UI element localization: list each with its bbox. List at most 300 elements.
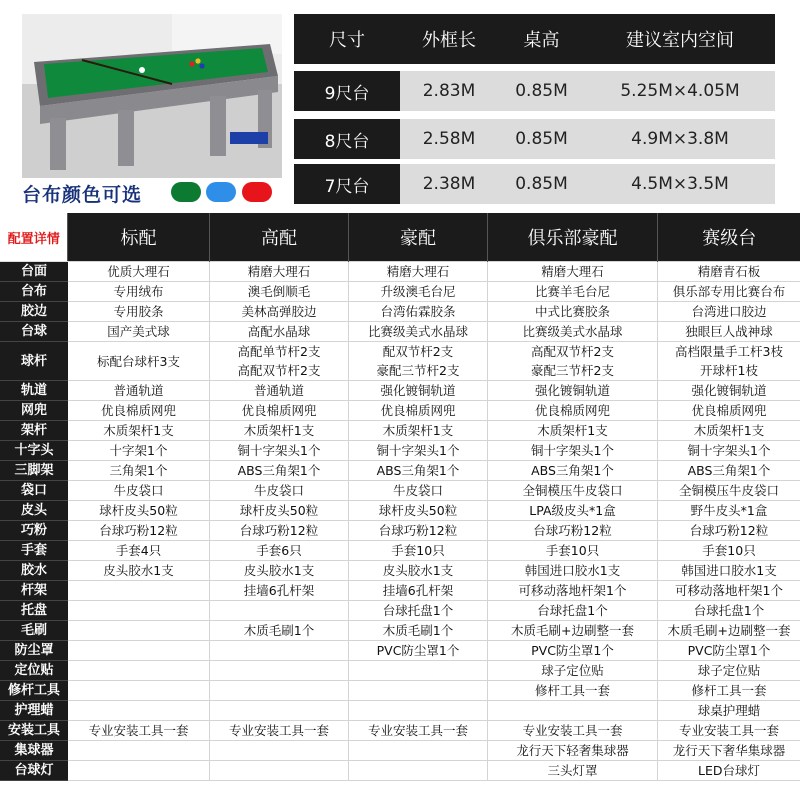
config-cell-text: ABS三角架1个 [531,463,614,478]
config-cell [349,381,488,401]
config-cell-text: 高配双节杆2支 [531,344,614,359]
config-cell [658,721,800,741]
size-row-7ft [294,164,775,204]
config-cell [68,621,210,641]
config-cell-text: 皮头胶水1支 [382,563,454,578]
config-cell-text: 手套10只 [545,543,600,558]
config-cell [210,381,349,401]
config-row [1,441,800,461]
size-height: 0.85M [498,119,585,159]
config-cell [349,521,488,541]
config-cell [349,721,488,741]
config-cell-text: 优良棉质网兜 [241,403,317,418]
billiard-table-photo [22,14,282,178]
config-cell-text: PVC防尘罩1个 [531,643,614,658]
config-cell [210,282,349,302]
config-cell-text: 专用胶条 [113,304,164,319]
config-cell-text: 普通轨道 [113,383,164,398]
config-row-label: 袋口 [1,481,68,501]
config-cell-text: 台球巧粉12粒 [239,523,319,538]
config-cell [349,481,488,501]
config-cell-text: 木质架杆1支 [243,423,315,438]
config-cell [210,581,349,601]
config-cell [349,561,488,581]
config-cell-text: 修杆工具一套 [534,683,610,698]
config-row [1,421,800,441]
size-length: 2.38M [400,164,498,204]
config-cell-text: 牛皮袋口 [392,483,443,498]
config-cell [210,601,349,621]
config-cell [210,681,349,701]
config-cell [68,701,210,721]
config-cell [488,481,658,501]
config-cell-text: 挂墙6孔杆架 [382,583,454,598]
config-cell [68,741,210,761]
config-cell-text: 豪配三节杆2支 [531,363,614,378]
config-cell-text: 球桌护理蜡 [697,703,761,718]
config-col-tournament: 赛级台 [658,213,800,262]
config-row [1,661,800,681]
config-cell-text: 球杆皮头50粒 [378,503,458,518]
config-cell [488,741,658,761]
config-cell-text: 牛皮袋口 [253,483,304,498]
config-cell [349,441,488,461]
config-cell-text: 高配水晶球 [247,324,311,339]
config-cell-text: 专业安装工具一套 [228,723,329,738]
config-row [1,541,800,561]
size-header-length: 外框长 [422,30,476,51]
size-header-room: 建议室内空间 [626,30,734,51]
config-header-row [1,213,800,262]
config-row-label: 十字头 [1,441,68,461]
config-cell-text: 普通轨道 [253,383,304,398]
config-cell [68,441,210,461]
config-cell-text: 开球杆1枝 [700,363,758,378]
size-length: 2.58M [400,119,498,159]
config-cell [488,342,658,381]
config-cell [210,621,349,641]
config-cell [68,641,210,661]
config-row [1,721,800,741]
config-cell [68,721,210,741]
config-row [1,641,800,661]
config-cell [488,641,658,661]
config-cell-text: 三头灯罩 [547,763,598,778]
config-cell-text: 木质架杆1支 [103,423,174,438]
config-cell [349,701,488,721]
config-cell [488,761,658,781]
config-cell-text: 球杆皮头50粒 [99,503,178,518]
config-cell [488,401,658,421]
config-cell-text: 手套10只 [391,543,445,558]
config-row [1,761,800,781]
config-cell [210,461,349,481]
config-cell-text: 优良棉质网兜 [534,403,610,418]
config-cell [349,641,488,661]
config-cell [68,541,210,561]
config-cell-text: 高配单节杆2支 [237,344,321,359]
blue-color-swatch[interactable] [206,182,236,202]
size-room: 5.25M×4.05M [585,71,775,111]
config-cell-text: PVC防尘罩1个 [687,643,771,658]
config-table [0,213,800,781]
config-row [1,601,800,621]
config-row [1,322,800,342]
config-cell [210,322,349,342]
config-cell [658,501,800,521]
config-row [1,401,800,421]
config-cell-text: 标配台球杆3支 [97,353,180,369]
size-header-size: 尺寸 [329,30,365,51]
config-cell-text: 升级澳毛台尼 [380,284,456,299]
config-cell-text: 俱乐部专用比赛台布 [672,284,786,299]
config-row-label: 胶水 [1,561,68,581]
config-cell [68,601,210,621]
config-cell-text: 可移动落地杆架1个 [518,583,627,598]
config-cell [658,641,800,661]
config-cell-text: 挂墙6孔杆架 [243,583,315,598]
config-cell [349,501,488,521]
config-cell [210,501,349,521]
config-row-label: 轨道 [1,381,68,401]
config-row-label: 托盘 [1,601,68,621]
config-cell-text: 优良棉质网兜 [691,403,767,418]
config-cell [658,661,800,681]
config-cell-text: 皮头胶水1支 [103,563,174,578]
config-cell [349,761,488,781]
config-cell [658,741,800,761]
config-cell-text: 全铜模压牛皮袋口 [678,483,779,498]
config-cell-text: 台球巧粉12粒 [99,523,178,538]
config-cell [658,322,800,342]
size-length: 2.83M [400,71,498,111]
config-cell-text: 木质毛刷+边刷整一套 [667,623,791,638]
config-cell-text: 优良棉质网兜 [100,403,176,418]
config-cell-text: 可移动落地杆架1个 [675,583,783,598]
config-cell [658,561,800,581]
size-room: 4.9M×3.8M [585,119,775,159]
config-cell [68,481,210,501]
config-cell-text: 台球托盘1个 [382,603,454,618]
config-cell-text: 强化镀铜轨道 [534,383,610,398]
size-header-height: 桌高 [523,30,560,51]
config-cell [488,541,658,561]
config-cell [488,561,658,581]
size-row-9ft [294,71,775,111]
config-cell-text: ABS三角架1个 [237,463,321,478]
config-cell [488,601,658,621]
config-cell [68,461,210,481]
config-cell-text: 高档限量手工杆3枝 [675,344,783,359]
config-cell-text: 台球托盘1个 [537,603,608,618]
config-cell-text: 精磨大理石 [386,264,450,279]
config-cell-text: 台球巧粉12粒 [689,523,769,538]
config-cell-text: 比赛羊毛台尼 [534,284,610,299]
config-cell-text: 铜十字架头1个 [237,443,321,458]
config-row-label: 球杆 [1,342,68,381]
config-cell [68,521,210,541]
config-cell-text: 优质大理石 [107,264,170,279]
config-cell [488,322,658,342]
config-cell [488,621,658,641]
config-row-label: 胶边 [1,302,68,322]
config-cell-text: 手套6只 [256,543,302,558]
config-cell [658,621,800,641]
config-cell [210,661,349,681]
config-cell-text: 龙行天下奢华集球器 [672,743,786,758]
config-cell-text: 球杆皮头50粒 [239,503,319,518]
config-cell [658,521,800,541]
config-row-label: 安装工具 [1,721,68,741]
config-cell [349,322,488,342]
config-cell-text: 手套4只 [115,543,162,558]
config-cell [349,461,488,481]
config-cell [68,401,210,421]
config-cell [488,461,658,481]
red-color-swatch[interactable] [242,182,272,202]
config-cell [658,681,800,701]
size-room: 4.5M×3.5M [585,164,775,204]
config-cell [658,282,800,302]
config-cell [488,282,658,302]
config-cell-text: 手套10只 [702,543,756,558]
config-cell [658,342,800,381]
config-cell [658,461,800,481]
config-cell-text: 专业安装工具一套 [522,723,623,738]
config-cell [68,381,210,401]
size-label: 8尺台 [294,119,400,159]
config-cell [210,302,349,322]
config-cell [488,421,658,441]
config-cell-text: LED台球灯 [698,763,760,778]
billiard-table-illustration [22,14,282,178]
config-cell [349,262,488,282]
config-cell [68,501,210,521]
config-cell-text: 台球托盘1个 [693,603,765,618]
config-row [1,262,800,282]
config-cell-text: ABS三角架1个 [687,463,771,478]
config-row-label: 台球灯 [1,761,68,781]
config-cell-text: 台球巧粉12粒 [533,523,612,538]
config-cell [488,661,658,681]
config-cell-text: 专业安装工具一套 [678,723,779,738]
config-cell [488,681,658,701]
config-cell-text: 野牛皮头*1盒 [690,503,768,518]
config-cell [349,541,488,561]
config-cell-text: 木质架杆1支 [537,423,608,438]
config-cell [488,521,658,541]
config-cell-text: 独眼巨人战神球 [685,324,773,339]
config-cell [658,601,800,621]
config-cell [68,322,210,342]
config-row [1,521,800,541]
config-cell-text: 修杆工具一套 [691,683,767,698]
config-row [1,381,800,401]
config-cell-text: 铜十字架头1个 [531,443,614,458]
config-cell-text: 配双节杆2支 [382,344,454,359]
config-cell-text: 木质毛刷1个 [243,623,315,638]
config-cell [658,761,800,781]
config-cell-text: 强化镀铜轨道 [380,383,456,398]
config-row-label: 台布 [1,282,68,302]
config-cell [210,262,349,282]
config-cell-text: 精磨青石板 [697,264,761,279]
config-cell [658,381,800,401]
config-cell-text: 比赛级美式水晶球 [522,324,623,339]
config-cell [68,561,210,581]
size-table-header [294,14,775,64]
config-cell-text: 精磨大理石 [247,264,311,279]
config-cell [658,481,800,501]
config-cell-text: 木质架杆1支 [382,423,454,438]
config-row-label: 网兜 [1,401,68,421]
config-row-label: 集球器 [1,741,68,761]
config-cell-text: 专用绒布 [113,284,164,299]
config-cell-text: 美林高弹胶边 [241,304,317,319]
config-row-label: 毛刷 [1,621,68,641]
cloth-colors-label: 台布颜色可选 [22,184,143,206]
config-cell [658,441,800,461]
green-color-swatch[interactable] [171,182,201,202]
config-cell-text: 高配双节杆2支 [237,363,321,378]
config-cell [68,661,210,681]
config-cell [210,342,349,381]
config-cell [488,441,658,461]
config-cell [210,561,349,581]
config-cell [349,342,488,381]
config-row [1,681,800,701]
config-row [1,701,800,721]
config-row-label: 护理蜡 [1,701,68,721]
config-cell-text: 全铜模压牛皮袋口 [522,483,623,498]
config-cell [210,441,349,461]
size-label: 9尺台 [294,71,400,111]
config-cell [488,581,658,601]
config-row-label: 架杆 [1,421,68,441]
config-cell-text: 龙行天下轻奢集球器 [516,743,629,758]
config-cell [658,302,800,322]
config-cell [210,541,349,561]
config-cell-text: 优良棉质网兜 [380,403,456,418]
config-cell-text: 皮头胶水1支 [243,563,315,578]
config-cell-text: 豪配三节杆2支 [376,363,460,378]
config-cell [349,681,488,701]
config-cell [68,302,210,322]
config-cell [68,421,210,441]
config-cell [210,741,349,761]
config-cell [210,481,349,501]
config-cell [658,701,800,721]
config-cell [488,501,658,521]
config-cell-text: 精磨大理石 [541,264,604,279]
config-cell [68,761,210,781]
config-col-standard: 标配 [68,213,210,262]
config-row [1,581,800,601]
config-cell-text: 球子定位贴 [697,663,761,678]
config-cell [68,282,210,302]
config-cell-text: 铜十字架头1个 [376,443,460,458]
config-cell-text: 十字架1个 [109,443,168,458]
config-cell [658,401,800,421]
config-cell-text: 国产美式球 [107,324,170,339]
config-cell [210,761,349,781]
config-row-label: 定位贴 [1,661,68,681]
config-cell-text: 木质毛刷+边刷整一套 [511,623,634,638]
config-cell [658,421,800,441]
config-cell [488,262,658,282]
config-row-label: 三脚架 [1,461,68,481]
config-cell-text: 木质架杆1支 [693,423,765,438]
config-row [1,501,800,521]
config-cell-text: PVC防尘罩1个 [376,643,460,658]
config-cell-text: 铜十字架头1个 [687,443,771,458]
config-cell [210,721,349,741]
config-row [1,461,800,481]
config-cell [349,661,488,681]
size-row-8ft [294,119,775,159]
config-row-label: 修杆工具 [1,681,68,701]
config-row [1,561,800,581]
config-cell-text: 强化镀铜轨道 [691,383,767,398]
config-cell-text: 韩国进口胶水1支 [524,563,621,578]
config-row [1,741,800,761]
config-cell-text: 比赛级美式水晶球 [367,324,468,339]
config-cell [349,421,488,441]
config-cell [349,282,488,302]
config-cell-text: 澳毛倒顺毛 [247,284,311,299]
config-cell [68,342,210,381]
config-col-deluxe: 豪配 [349,213,488,262]
config-col-club-deluxe: 俱乐部豪配 [488,213,658,262]
config-cell [488,721,658,741]
config-cell-text: 专业安装工具一套 [367,723,468,738]
config-row-label: 杆架 [1,581,68,601]
config-cell [658,262,800,282]
config-row [1,302,800,322]
config-cell [210,701,349,721]
config-cell [349,581,488,601]
config-cell [210,521,349,541]
config-cell [488,381,658,401]
config-cell [658,581,800,601]
config-cell [349,302,488,322]
config-cell-text: 台球巧粉12粒 [378,523,458,538]
config-cell [68,581,210,601]
config-row [1,621,800,641]
config-cell-text: 台湾进口胶边 [691,304,767,319]
config-cell [349,601,488,621]
config-row-label: 台球 [1,322,68,342]
config-row-label: 手套 [1,541,68,561]
config-row-label: 巧粉 [1,521,68,541]
config-cell-text: 韩国进口胶水1支 [681,563,777,578]
config-cell [210,641,349,661]
config-cell-text: 专业安装工具一套 [88,723,189,738]
config-row-label: 防尘罩 [1,641,68,661]
size-height: 0.85M [498,71,585,111]
config-cell-text: 三角架1个 [109,463,168,478]
config-cell [68,681,210,701]
config-cell [488,701,658,721]
config-cell-text: 球子定位贴 [541,663,604,678]
config-corner-label: 配置详情 [1,213,68,262]
config-cell-text: 台湾佑霖胶条 [380,304,456,319]
config-row [1,342,800,381]
config-cell [349,741,488,761]
config-cell-text: ABS三角架1个 [376,463,460,478]
config-cell [658,541,800,561]
config-col-high: 高配 [210,213,349,262]
